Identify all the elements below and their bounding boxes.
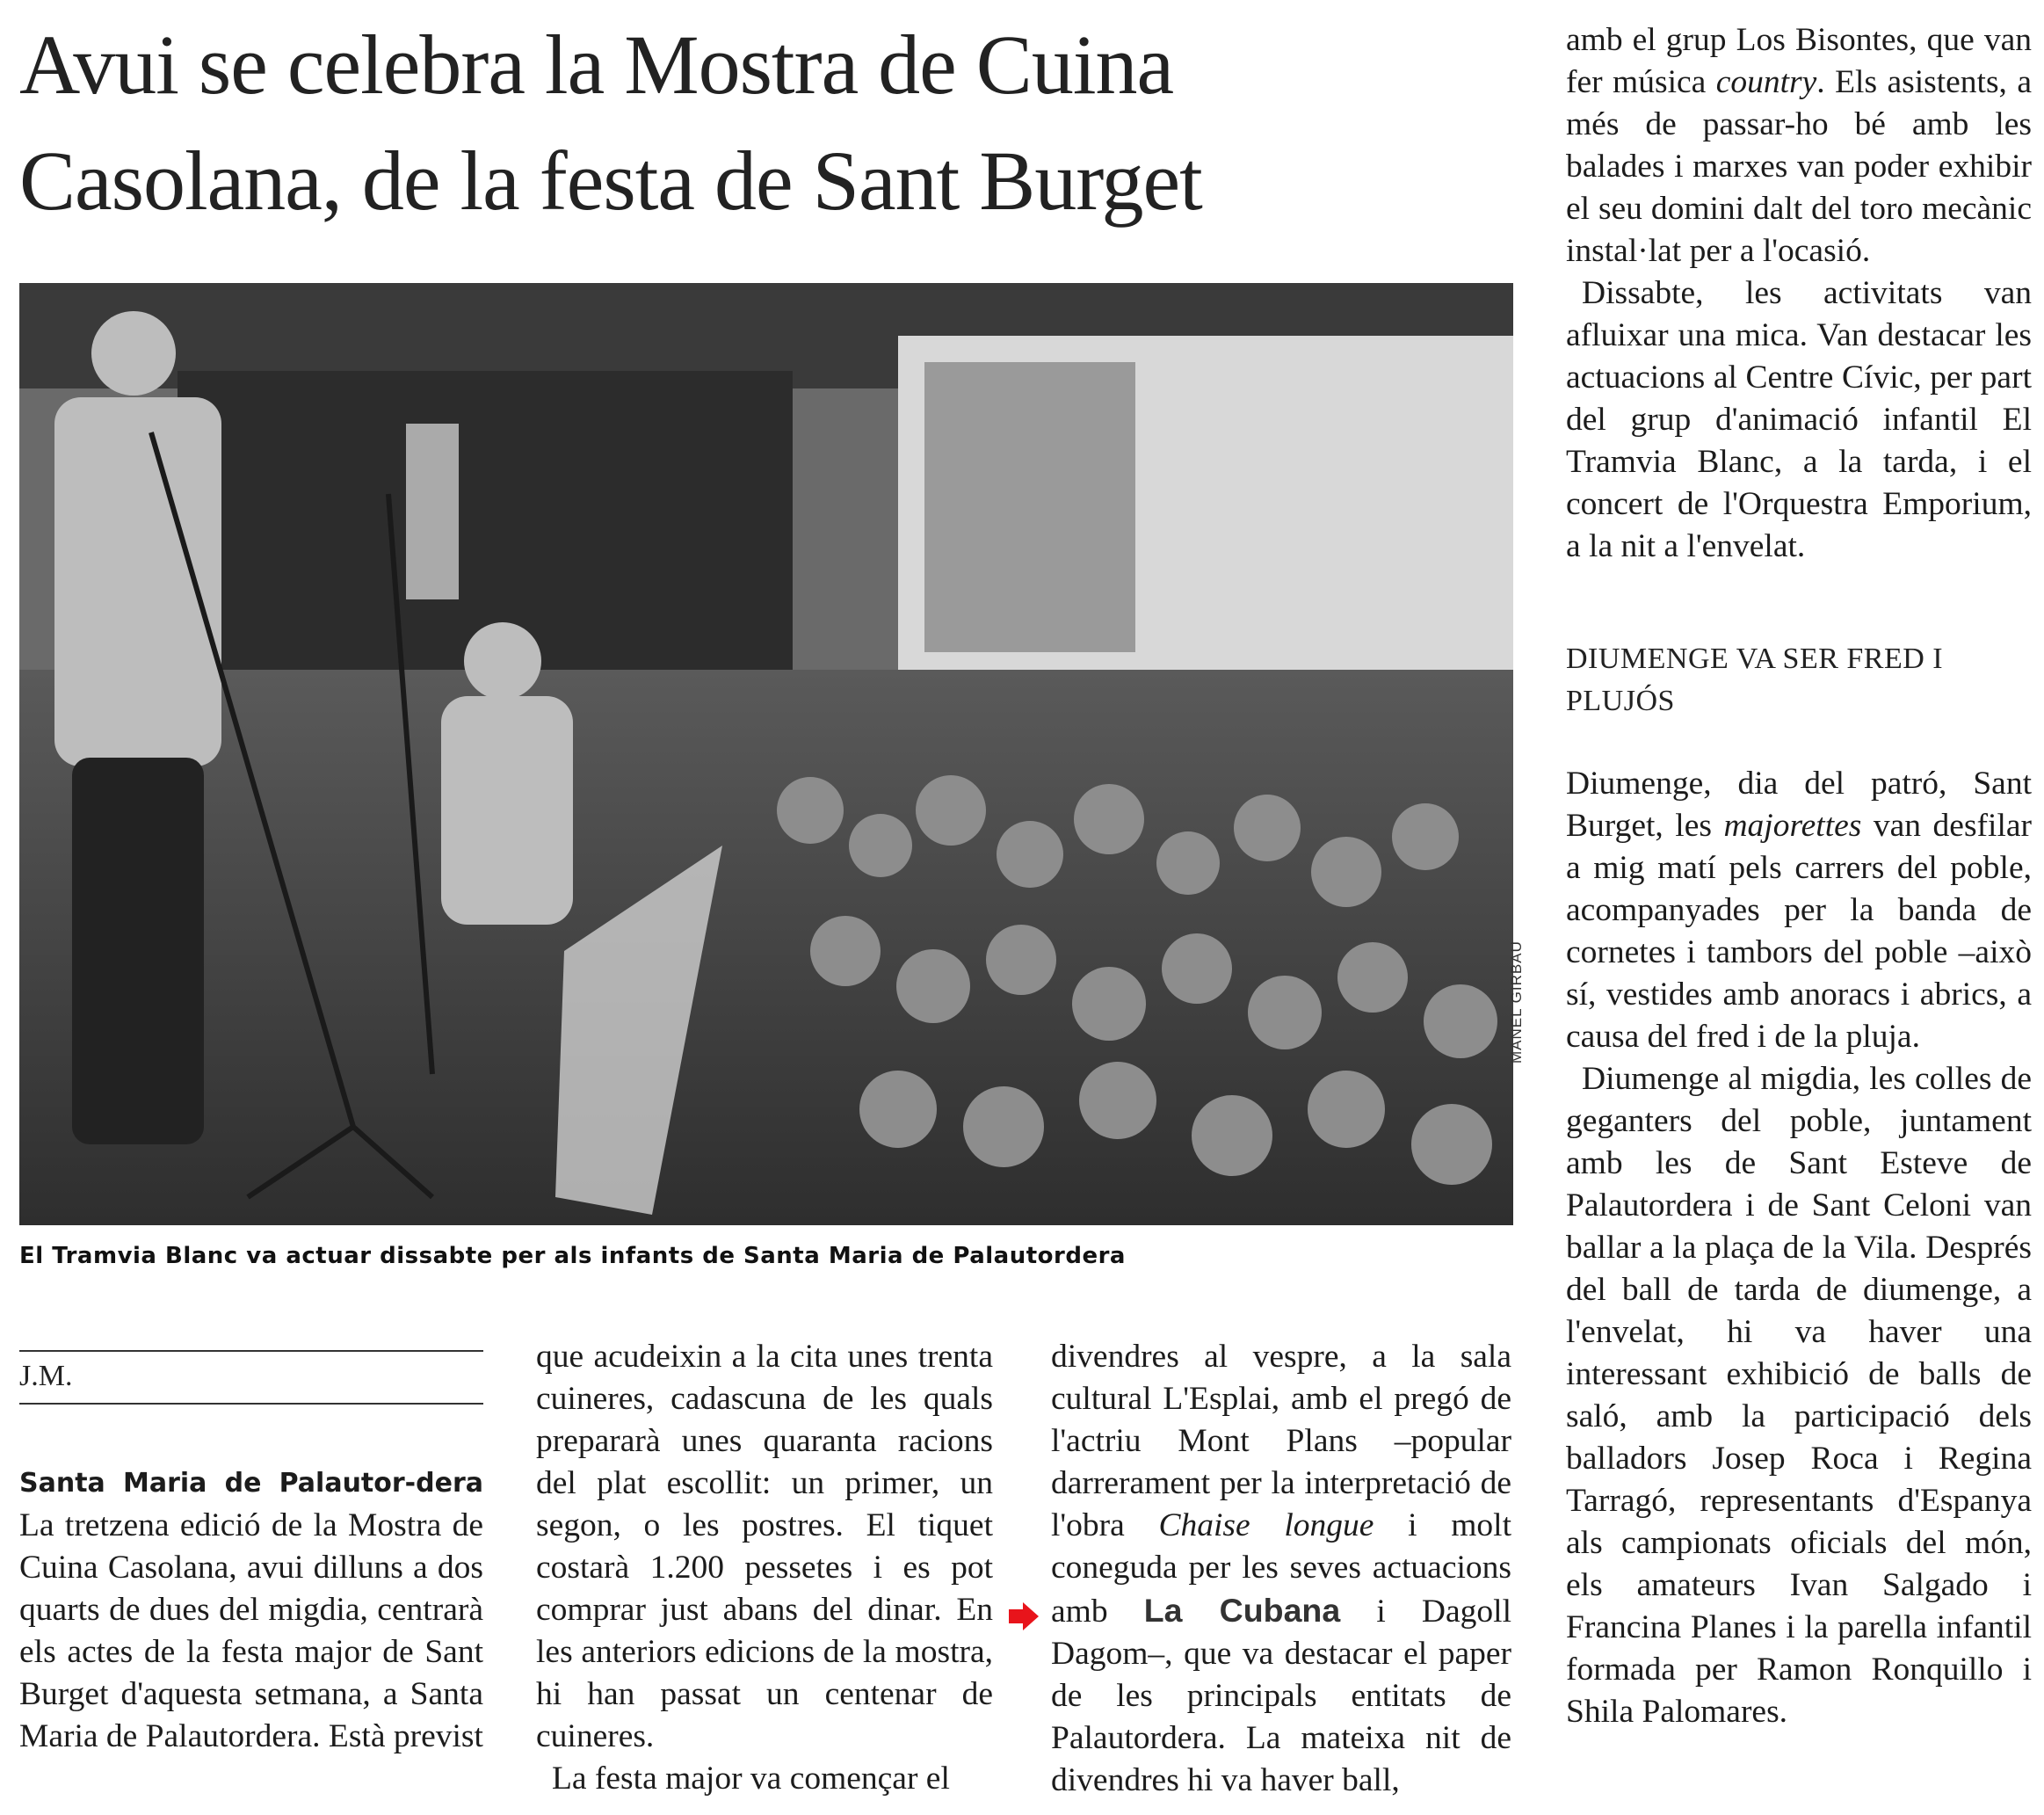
column-3-text-c: i Dagoll Dagom–, que va destacar el paper de les principals entitats de Palautordera. La mateixa nit de divendres hi va haver ball, <box>1051 1594 1511 1798</box>
majorettes-word: majorettes <box>1723 808 1862 844</box>
photo-credit: MANEL GIRBAU <box>1508 940 1525 1064</box>
music-genre: country <box>1715 64 1817 100</box>
news-photo <box>19 283 1513 1225</box>
section-subhead: DIUMENGE VA SER FRED I PLUJÓS <box>1566 643 1944 717</box>
byline: J.M. <box>19 1360 73 1392</box>
column-4-paragraph-4: Diumenge al migdia, les colles de geganters del poble, juntament amb les de Sant Esteve de Palautordera i de Sant Celoni van ballar a la plaça de la Vila. Després del ball de tarda de diumenge, a l'envelat, hi va haver una interessant exhibició de balls de saló, amb la participació dels balladors Josep Roca i Regina Tarragó, representants d'Espanya als campionats oficials del món, els amateurs Ivan Salgado i Francina Planes i la parella infantil formada per Ramon Ronquillo i Shila Palomares. <box>1566 1061 2032 1730</box>
column-2-paragraph-2: La festa major va començar el <box>552 1761 950 1797</box>
column-3-text-b: i molt coneguda per les seves actuacions amb <box>1051 1507 1511 1630</box>
headline-line-1: Avui se celebra la Mostra de Cuina <box>19 18 1174 112</box>
highlighted-name: La Cubana <box>1143 1592 1341 1629</box>
headline <box>19 7 1425 239</box>
photo-caption: El Tramvia Blanc va actuar dissabte per als infants de Santa Maria de Palautordera <box>19 1243 1126 1269</box>
column-2 <box>536 1336 993 1800</box>
dateline: Santa Maria de Palautor-dera <box>19 1468 483 1499</box>
column-2-paragraph-1: que acudeixin a la cita unes trenta cuineres, cadascuna de les quals prepararà unes quaranta racions del plat escollit: un primer, un segon, o les postres. El tiquet costarà 1.200 pessetes i es pot comprar just abans del dinar. En les anteriors edicions de la mostra, hi han passat un centenar de cuineres. <box>536 1339 993 1754</box>
column-1 <box>19 1461 483 1758</box>
column-4-paragraph-2: Dissabte, les activitats van afluixar una mica. Van destacar les actuacions al Centre Cívic, per part del grup d'animació infantil El Tramvia Blanc, a la tarda, i el concert de l'Orquestra Emporium, a la nit a l'envelat. <box>1566 275 2032 564</box>
column-1-text: La tretzena edició de la Mostra de Cuina Casolana, avui dilluns a dos quarts de dues del migdia, centrarà els actes de la festa major de Sant Burget d'aquesta setmana, a Santa Maria de Palautordera. Està previst <box>19 1507 483 1754</box>
photo-illustration <box>19 283 1513 1225</box>
column-4-text-a: amb el grup Los Bisontes, que van fer música <box>1566 22 2032 100</box>
column-4-text-d: van desfilar a mig matí pels carrers del poble, acompanyades per la banda de cornetes i tambors del poble –això sí, vestides amb anoracs i abrics, a causa del fred i de la pluja. <box>1566 808 2032 1055</box>
byline-top-rule <box>19 1350 483 1352</box>
column-4-text-c: Diumenge, dia del patró, Sant Burget, les <box>1566 766 2032 844</box>
column-3 <box>1051 1336 1511 1802</box>
column-3-text-a: divendres al vespre, a la sala cultural L'Esplai, amb el pregó de l'actriu Mont Plans –popular darrerament per la interpretació de l'obra <box>1051 1339 1511 1543</box>
headline-line-2: Casolana, de la festa de Sant Burget <box>19 134 1202 228</box>
column-4-bottom <box>1566 763 2032 1733</box>
column-4-top <box>1566 19 2032 568</box>
play-title: Chaise longue <box>1158 1507 1374 1543</box>
column-4-text-b: . Els asistents, a més de passar-ho bé amb les balades i marxes van poder exhibir el seu domini dalt del toro mecànic instal·lat per a l'ocasió. <box>1566 64 2033 269</box>
highlight-arrow-icon <box>1009 1601 1040 1632</box>
byline-bottom-rule <box>19 1403 483 1405</box>
